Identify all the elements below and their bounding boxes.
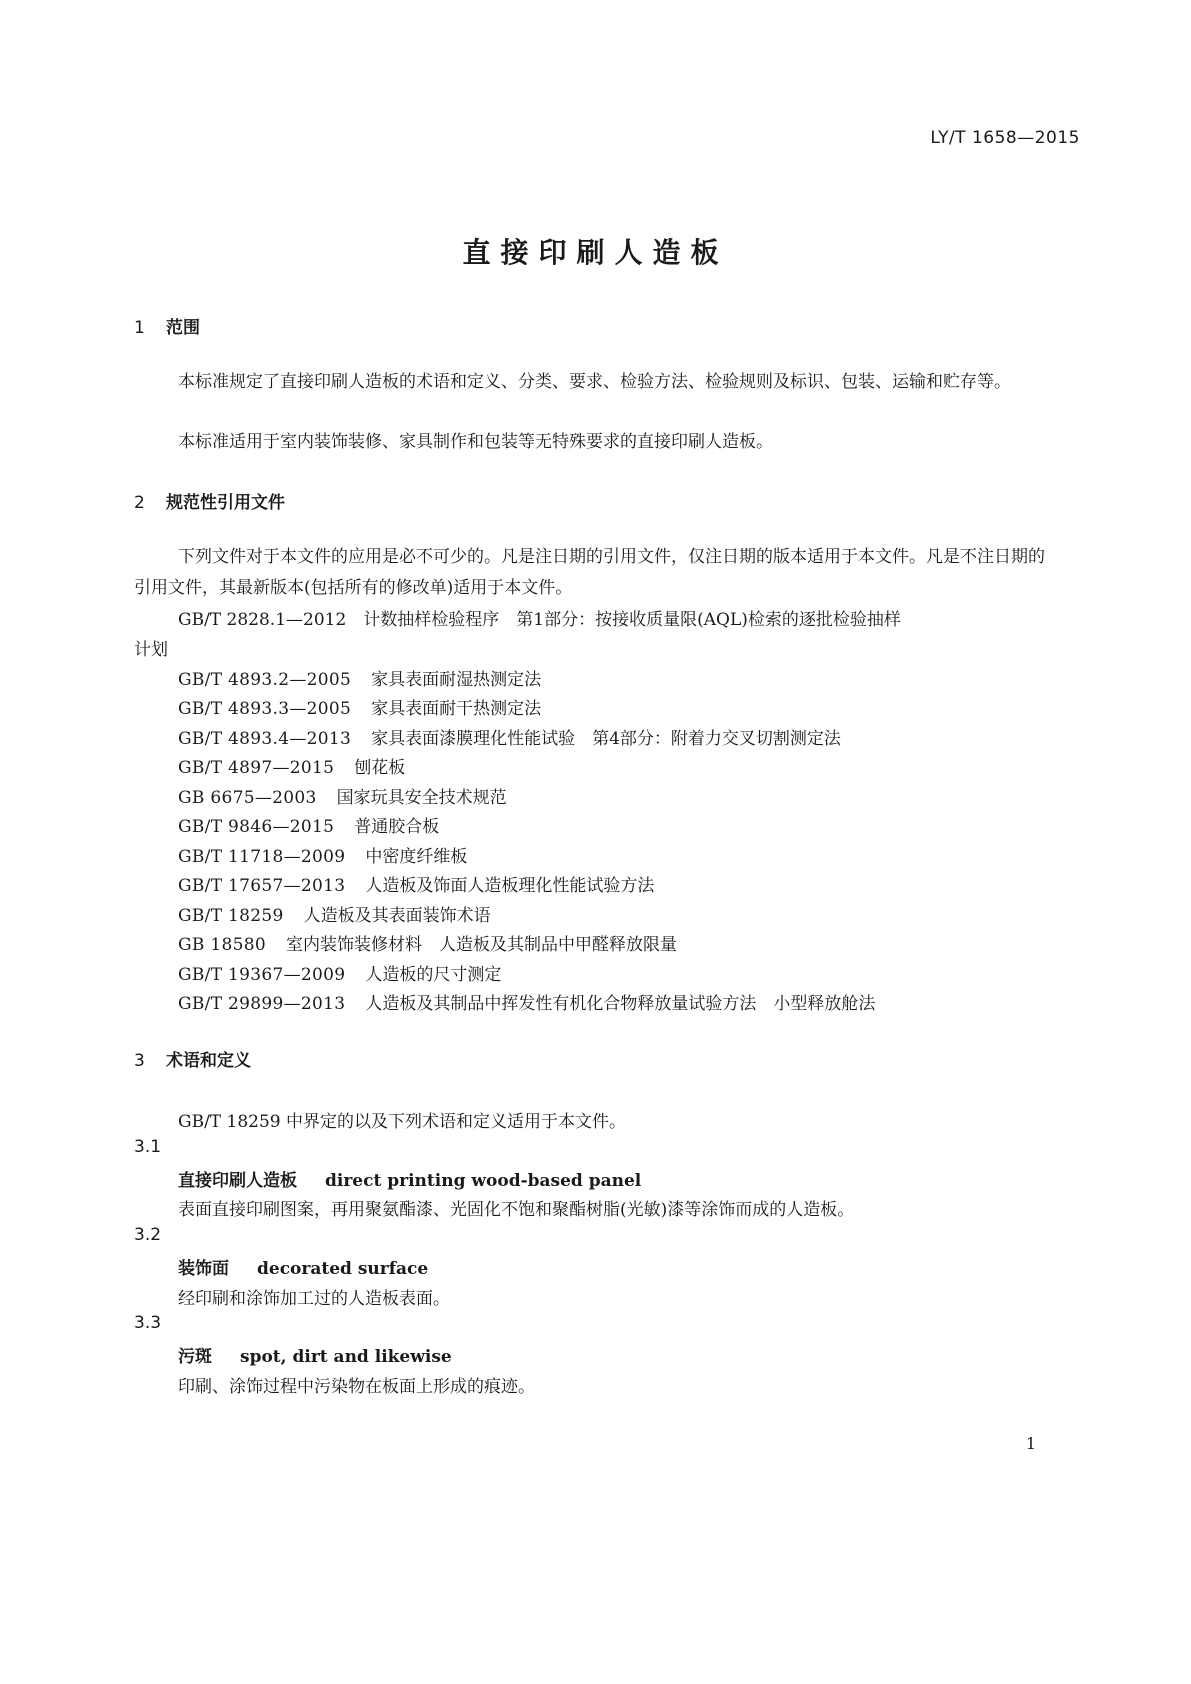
reference-title: 人造板及其制品中挥发性有机化合物释放量试验方法 小型释放舱法 (365, 994, 876, 1014)
term-definition: 经印刷和涂饰加工过的人造板表面。 (178, 1289, 450, 1309)
reference-title: 普通胶合板 (354, 817, 440, 837)
section-3-intro: GB/T 18259 中界定的以及下列术语和定义适用于本文件。 (178, 1112, 627, 1132)
term-chinese: 污斑 (178, 1347, 212, 1367)
reference-code: GB/T 29899—2013 (178, 994, 346, 1014)
section-3-heading (134, 1046, 251, 1071)
section-2-intro: 下列文件对于本文件的应用是必不可少的。凡是注日期的引用文件，仅注日期的版本适用于本文件。凡是不注日期的引用文件，其最新版本(包括所有的修改单)适用于本文件。 (134, 547, 1045, 598)
term-english: spot, dirt and likewise (240, 1347, 452, 1367)
reference-code: GB/T 17657—2013 (178, 876, 346, 896)
section-number: 3 (134, 1051, 145, 1071)
reference-item (178, 665, 541, 690)
term-heading (178, 1342, 452, 1367)
reference-item (178, 753, 405, 778)
term-definition: 印刷、涂饰过程中污染物在板面上形成的痕迹。 (178, 1377, 535, 1397)
section-2-heading (134, 488, 285, 513)
term-chinese: 直接印刷人造板 (178, 1171, 297, 1191)
reference-title: 中密度纤维板 (365, 847, 468, 867)
term-number: 3.1 (134, 1137, 162, 1157)
reference-item (178, 842, 467, 867)
reference-item: GB/T 2828.1—2012 计数抽样检验程序 第1部分：按接收质量限(AQL)检索的逐批检验抽样 (178, 610, 901, 630)
reference-code: GB/T 4897—2015 (178, 758, 335, 778)
term-chinese: 装饰面 (178, 1259, 229, 1279)
section-title: 范围 (166, 318, 200, 338)
page-number: 1 (1025, 1434, 1036, 1453)
term-heading (178, 1254, 428, 1279)
reference-item (178, 901, 491, 926)
term-english: decorated surface (257, 1259, 429, 1279)
reference-code: GB 18580 (178, 935, 266, 955)
term-english: direct printing wood-based panel (325, 1171, 642, 1191)
reference-item (178, 871, 654, 896)
reference-title: 家具表面耐湿热测定法 (371, 670, 542, 690)
reference-title: 刨花板 (354, 758, 406, 778)
section-number: 1 (134, 318, 145, 338)
term-number: 3.2 (134, 1225, 162, 1245)
section-1-paragraph-2: 本标准适用于室内装饰装修、家具制作和包装等无特殊要求的直接印刷人造板。 (178, 432, 773, 452)
reference-code: GB 6675—2003 (178, 788, 317, 808)
reference-title: 室内装饰装修材料 人造板及其制品中甲醛释放限量 (285, 935, 677, 955)
reference-title: 人造板及饰面人造板理化性能试验方法 (365, 876, 655, 896)
section-title: 规范性引用文件 (166, 493, 285, 513)
reference-item (178, 724, 841, 749)
reference-code: GB/T 4893.2—2005 (178, 670, 352, 690)
term-heading (178, 1166, 641, 1191)
reference-title: 人造板的尺寸测定 (365, 965, 502, 985)
reference-item (178, 812, 439, 837)
document-title: 直接印刷人造板 (462, 236, 729, 269)
reference-code: GB/T 4893.3—2005 (178, 699, 352, 719)
reference-code: GB/T 4893.4—2013 (178, 729, 352, 749)
section-title: 术语和定义 (166, 1051, 251, 1071)
reference-item-continuation: 计划 (134, 640, 168, 660)
reference-code: GB/T 11718—2009 (178, 847, 346, 867)
reference-code: GB/T 19367—2009 (178, 965, 346, 985)
standard-code: LY/T 1658—2015 (930, 128, 1080, 148)
term-number: 3.3 (134, 1313, 162, 1333)
section-1-heading (134, 313, 200, 338)
reference-item (178, 960, 501, 985)
reference-item (178, 694, 541, 719)
section-number: 2 (134, 493, 145, 513)
section-1-paragraph-1: 本标准规定了直接印刷人造板的术语和定义、分类、要求、检验方法、检验规则及标识、包装、运输和贮存等。 (178, 372, 1011, 392)
reference-title: 人造板及其表面装饰术语 (303, 906, 491, 926)
reference-code: GB/T 18259 (178, 906, 284, 926)
reference-code: GB/T 9846—2015 (178, 817, 335, 837)
reference-title: 家具表面耐干热测定法 (371, 699, 542, 719)
reference-title: 家具表面漆膜理化性能试验 第4部分：附着力交叉切割测定法 (371, 729, 841, 749)
reference-item (178, 783, 507, 808)
reference-title: 国家玩具安全技术规范 (336, 788, 507, 808)
term-definition: 表面直接印刷图案，再用聚氨酯漆、光固化不饱和聚酯树脂(光敏)漆等涂饰而成的人造板。 (178, 1200, 855, 1220)
reference-item (178, 989, 875, 1014)
reference-item (178, 930, 677, 955)
